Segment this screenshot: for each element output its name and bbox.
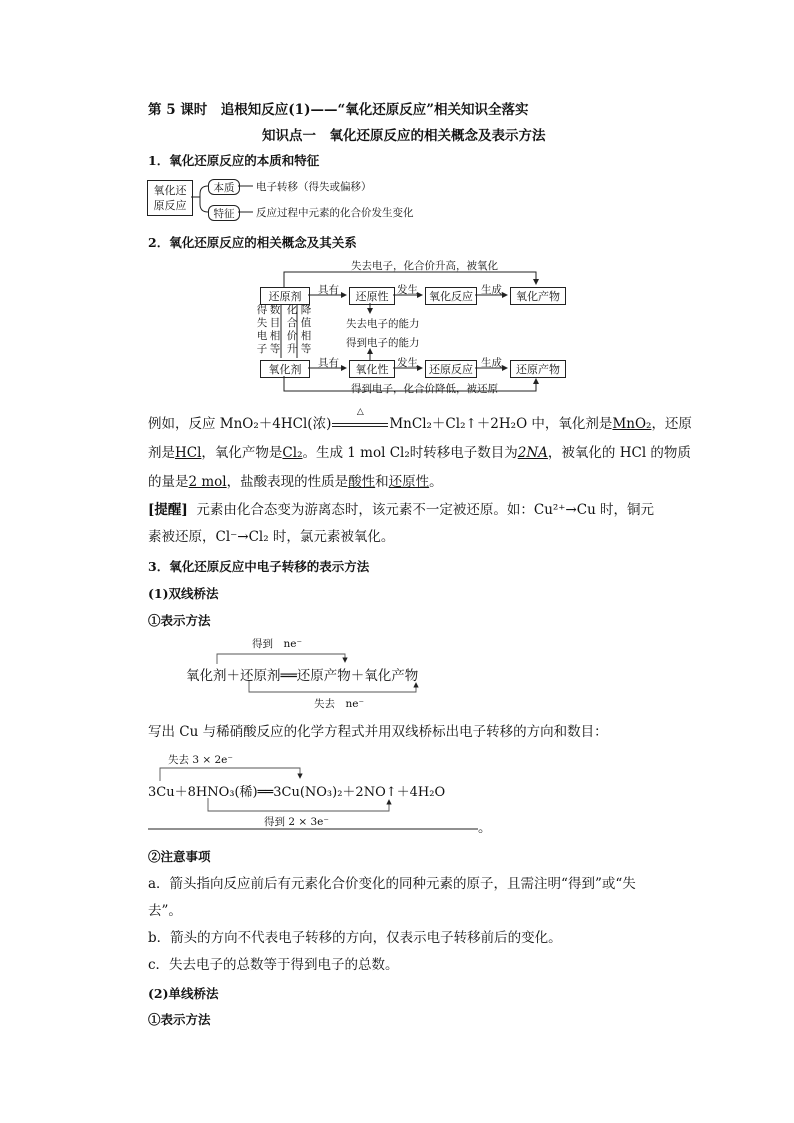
note-a-line1: a．箭头指向反应前后有元素化合价变化的同种元素的原子，且需注明“得到”或“失 bbox=[148, 876, 636, 892]
text-fragment: 。 bbox=[429, 474, 443, 490]
column-text-3: 化合价升 bbox=[286, 304, 298, 355]
section3-heading: 3．氧化还原反应中电子转移的表示方法 bbox=[148, 559, 370, 574]
section1-heading: 1．氧化还原反应的本质和特征 bbox=[148, 153, 320, 168]
answer-product: Cl₂ bbox=[282, 445, 303, 461]
oxidizability-box: 氧化性 bbox=[349, 360, 395, 378]
text-fragment: ，氧化产物是 bbox=[201, 445, 283, 461]
gain-ability-label: 得到电子的能力 bbox=[346, 337, 420, 349]
answer-prop1: 酸性 bbox=[348, 474, 376, 490]
text-fragment: 。生成 1 mol Cl₂时转移电子数目为 bbox=[302, 445, 518, 461]
example-prefix: 例如，反应 MnO₂＋4HCl(浓) bbox=[148, 416, 332, 432]
text-fragment: ，盐酸表现的性质是 bbox=[226, 474, 349, 490]
example-end: ，还原 bbox=[651, 416, 692, 432]
example-line-3 bbox=[148, 469, 443, 495]
ox-product-box: 氧化产物 bbox=[510, 287, 566, 305]
tip-line-1 bbox=[148, 497, 654, 523]
double-line-sign bbox=[331, 407, 389, 437]
text-fragment: ，被氧化的 HCl 的物质 bbox=[547, 445, 691, 461]
occur-label-2: 发生 bbox=[397, 357, 418, 369]
form-label-2: 生成 bbox=[481, 357, 502, 369]
cu-top-label: 失去 3 × 2e⁻ bbox=[168, 754, 233, 766]
tip-label: [提醒] bbox=[148, 502, 188, 518]
cu-prompt: 写出 Cu 与稀硝酸反应的化学方程式并用双线桥标出电子转移的方向和数目： bbox=[148, 724, 608, 740]
root-line2: 原反应 bbox=[153, 199, 187, 212]
answer-line-period: 。 bbox=[478, 820, 492, 836]
bridge-bottom-label: 失去 ne⁻ bbox=[314, 698, 365, 710]
feature-box: 特征 bbox=[208, 205, 240, 221]
double-bridge-method: ①表示方法 bbox=[148, 613, 211, 628]
has-label-1: 具有 bbox=[318, 284, 339, 296]
form-label-1: 生成 bbox=[481, 284, 502, 296]
answer-reductant: HCl bbox=[175, 445, 202, 461]
essence-box: 本质 bbox=[208, 179, 240, 195]
note-b: b．箭头的方向不代表电子转移的方向，仅表示电子转移前后的变化。 bbox=[148, 930, 562, 946]
tip-text-1: 元素由化合态变为游离态时，该元素不一定被还原。如：Cu²⁺→Cu 时，铜元 bbox=[196, 502, 655, 518]
occur-label-1: 发生 bbox=[397, 284, 418, 296]
bottom-arrow-label: 得到电子，化合价降低，被还原 bbox=[351, 383, 498, 395]
example-mid: MnCl₂＋Cl₂↑＋2H₂O 中，氧化剂是 bbox=[389, 416, 613, 432]
red-reaction-box: 还原反应 bbox=[425, 360, 477, 378]
heat-symbol: △ bbox=[356, 407, 364, 417]
red-product-box: 还原产物 bbox=[510, 360, 566, 378]
double-bridge-heading: (1)双线桥法 bbox=[148, 586, 219, 601]
lose-ability-label: 失去电子的能力 bbox=[346, 318, 420, 330]
text-fragment: 剂是 bbox=[148, 445, 175, 461]
feature-desc: 反应过程中元素的化合价发生变化 bbox=[256, 207, 414, 219]
essence-desc: 电子转移（得失或偏移） bbox=[256, 181, 372, 193]
bridge-equation: 氧化剂＋还原剂══还原产物＋氧化产物 bbox=[186, 668, 419, 684]
oxidizer-box: 氧化剂 bbox=[260, 360, 310, 378]
text-fragment: 和 bbox=[375, 474, 389, 490]
note-a-line2: 去”。 bbox=[148, 903, 182, 919]
answer-oxidant: MnO₂ bbox=[612, 416, 652, 432]
column-text-2: 数目相等 bbox=[269, 304, 281, 355]
single-bridge-method: ①表示方法 bbox=[148, 1012, 211, 1027]
example-line-1 bbox=[148, 407, 692, 437]
answer-electrons: 2NA bbox=[517, 445, 548, 461]
column-text-1: 得失电子 bbox=[256, 304, 268, 355]
has-label-2: 具有 bbox=[318, 357, 339, 369]
lesson-title: 第 5 课时 追根知反应(1)——“氧化还原反应”相关知识全落实 bbox=[148, 102, 529, 118]
bridge-top-label: 得到 ne⁻ bbox=[252, 638, 303, 650]
tip-line-2: 素被还原，Cl⁻→Cl₂ 时，氯元素被氧化。 bbox=[148, 529, 395, 545]
single-bridge-heading: (2)单线桥法 bbox=[148, 986, 219, 1001]
root-line1: 氧化还 bbox=[153, 184, 187, 197]
cu-equation: 3Cu＋8HNO₃(稀)══3Cu(NO₃)₂＋2NO↑＋4H₂O bbox=[148, 785, 446, 800]
section-subtitle: 知识点一 氧化还原反应的相关概念及表示方法 bbox=[262, 128, 546, 144]
reducibility-box: 还原性 bbox=[349, 287, 395, 305]
section2-heading: 2．氧化还原反应的相关概念及其关系 bbox=[148, 235, 357, 250]
reducer-box: 还原剂 bbox=[260, 287, 310, 305]
text-fragment: 的量是 bbox=[148, 474, 189, 490]
top-arrow-label: 失去电子，化合价升高，被氧化 bbox=[351, 260, 498, 272]
cu-bottom-label: 得到 2 × 3e⁻ bbox=[264, 816, 329, 828]
note-c: c．失去电子的总数等于得到电子的总数。 bbox=[148, 957, 399, 973]
example-line-2 bbox=[148, 440, 691, 466]
ox-reaction-box: 氧化反应 bbox=[425, 287, 477, 305]
answer-prop2: 还原性 bbox=[388, 474, 430, 490]
answer-amount: 2 mol bbox=[188, 474, 227, 490]
column-text-4: 降值相等 bbox=[300, 304, 312, 355]
notes-title: ②注意事项 bbox=[148, 849, 211, 864]
